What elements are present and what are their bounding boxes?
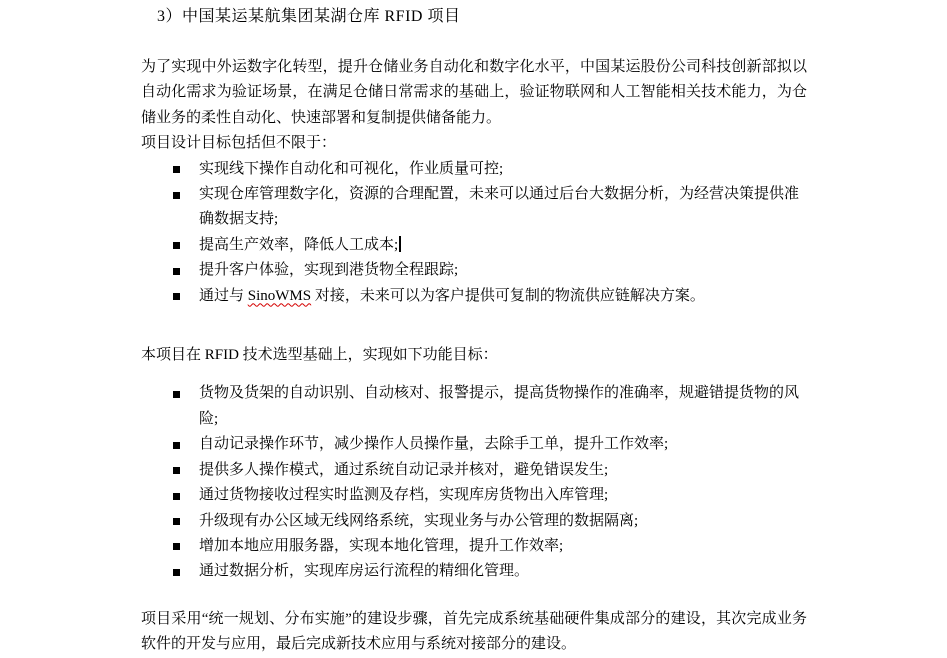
list-item: [141, 258, 807, 283]
bullet-square-icon: [173, 166, 180, 173]
list-item: [141, 182, 807, 233]
list-item-text: [199, 538, 563, 554]
bullet-square-icon: [173, 192, 180, 199]
list-item: [141, 381, 807, 432]
list-item: [141, 233, 807, 258]
function-goals-lead: 本项目在 RFID 技术选型基础上，实现如下功能目标：: [141, 347, 498, 364]
closing-paragraph: 项目采用“统一规划、分布实施”的建设步骤，首先完成系统基础硬件集成部分的建设，其次完成业务软件的开发与应用，最后完成新技术应用与系统对接部分的建设。: [141, 610, 807, 653]
bullet-square-icon: [173, 242, 180, 249]
text-run: 自动记录操作环节，减少操作人员操作量，去除手工单，提升工作效率;: [199, 436, 669, 453]
list-item: [141, 432, 807, 457]
text-run: 提高生产效率，降低人工成本;: [199, 236, 399, 253]
text-run: 增加本地应用服务器，实现本地化管理，提升工作效率;: [199, 537, 564, 554]
section-heading: 3）中国某运某航集团某湖仓库 RFID 项目: [157, 8, 461, 25]
design-goals-list: [141, 157, 807, 309]
function-goals-list: [141, 381, 807, 584]
bullet-square-icon: [173, 268, 180, 275]
list-item: [141, 534, 807, 559]
text-run: 实现线下操作自动化和可视化，作业质量可控;: [199, 160, 504, 177]
design-goals-lead: 项目设计目标包括但不限于：: [141, 135, 337, 152]
list-item: [141, 458, 807, 483]
bullet-square-icon: [173, 442, 180, 449]
text-run: 对接，未来可以为客户提供可复制的物流供应链解决方案。: [311, 287, 705, 304]
list-item: [141, 509, 807, 534]
text-run: 提升客户体验，实现到港货物全程跟踪;: [199, 262, 459, 279]
list-item-text: [199, 237, 401, 253]
list-item-text: [199, 513, 638, 529]
list-item-text: [199, 262, 458, 278]
list-item: [141, 284, 807, 309]
text-run: 提供多人操作模式，通过系统自动记录并核对，避免错误发生;: [199, 461, 609, 478]
bullet-square-icon: [173, 391, 180, 398]
list-item-text: [199, 385, 799, 426]
spellcheck-word: SinoWMS: [247, 287, 312, 304]
bullet-square-icon: [173, 569, 180, 576]
list-item: [141, 559, 807, 584]
bullet-square-icon: [173, 493, 180, 500]
list-item-text: [199, 288, 705, 304]
text-run: 实现仓库管理数字化，资源的合理配置，未来可以通过后台大数据分析，为经营决策提供准确数据支持;: [199, 186, 800, 228]
list-item-text: [199, 436, 668, 452]
text-run: 通过与: [199, 287, 248, 304]
document-page[interactable]: [141, 0, 807, 658]
list-item-text: [199, 462, 608, 478]
list-item-text: [199, 487, 608, 503]
list-item-text: [199, 161, 503, 177]
list-item-text: [199, 186, 799, 227]
text-cursor: [399, 236, 401, 252]
intro-paragraph: 为了实现中外运数字化转型，提升仓储业务自动化和数字化水平，中国某运股份公司科技创新部拟以自动化需求为验证场景，在满足仓储日常需求的基础上，验证物联网和人工智能相关技术能力，为仓储业务的柔性自动化、快速部署和复制提供储备能力。: [141, 59, 807, 126]
list-item-text: [199, 563, 529, 579]
bullet-square-icon: [173, 467, 180, 474]
text-run: 通过货物接收过程实时监测及存档，实现库房货物出入库管理;: [199, 487, 609, 504]
list-item: [141, 483, 807, 508]
list-item: [141, 157, 807, 182]
text-run: 货物及货架的自动识别、自动核对、报警提示，提高货物操作的准确率，规避错提货物的风险;: [199, 385, 800, 427]
bullet-square-icon: [173, 518, 180, 525]
text-run: 升级现有办公区域无线网络系统，实现业务与办公管理的数据隔离;: [199, 512, 639, 529]
text-run: 通过数据分析，实现库房运行流程的精细化管理。: [199, 563, 530, 580]
bullet-square-icon: [173, 543, 180, 550]
bullet-square-icon: [173, 293, 180, 300]
